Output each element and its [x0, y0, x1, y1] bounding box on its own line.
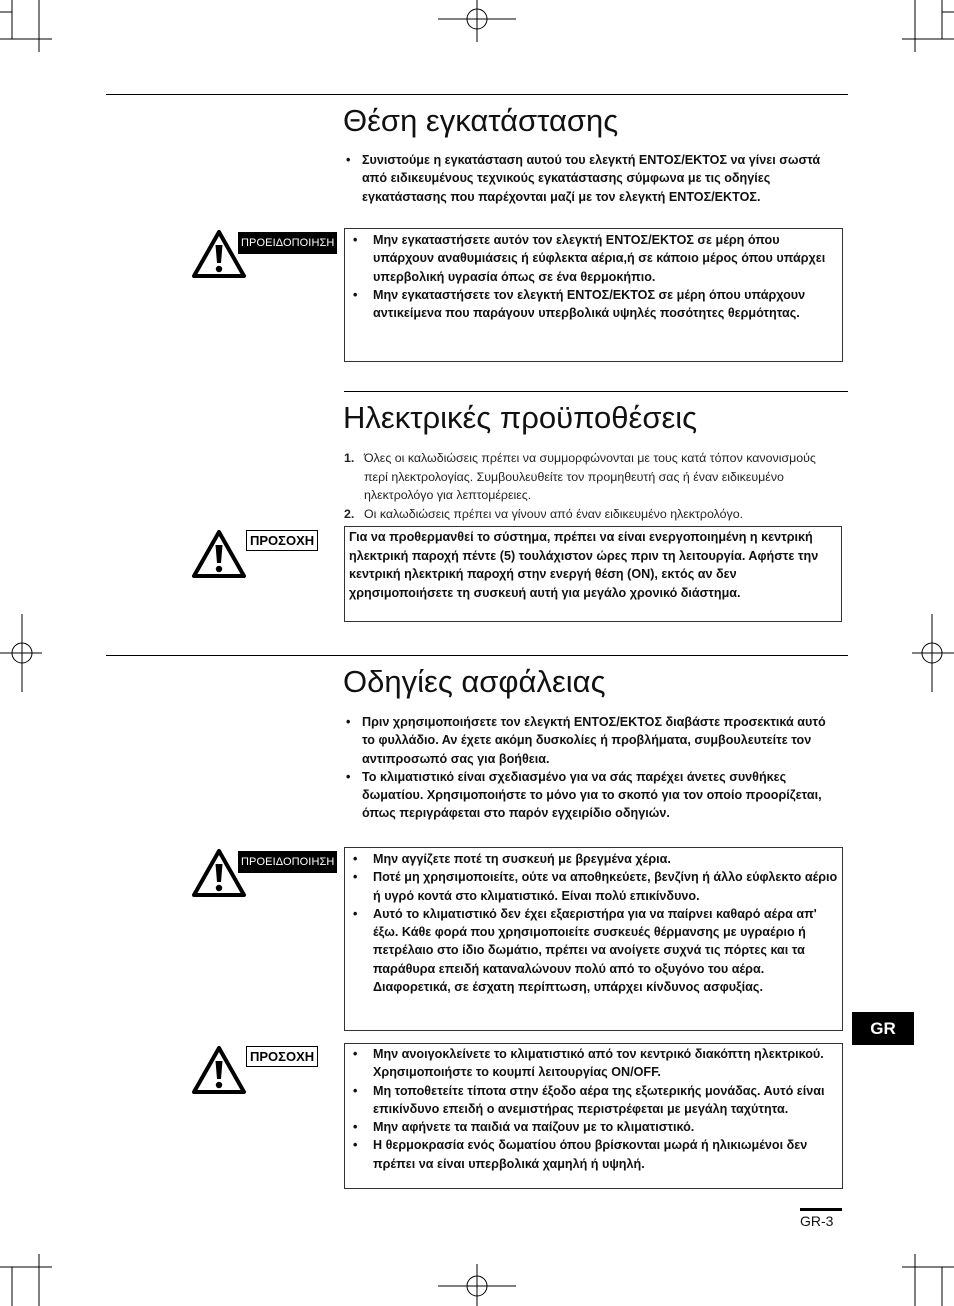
warning-label: ΠΡΟΕΙΔΟΠΟΙΗΣΗ	[238, 232, 337, 254]
section-divider	[106, 94, 848, 95]
list-item: • Πριν χρησιμοποιήσετε τον ελεγκτή ΕΝΤΟΣ/ΕΚΤΟΣ διαβάστε προσεκτικά αυτό το φυλλάδιο. Αν έχετε ακόμη δυσκολίες ή προβλήματα, συμβουλευτείτε τον αντιπροσωπό σας για βοήθεια.	[344, 713, 840, 768]
list-item: • Το κλιματιστικό είναι σχεδιασμένο για να σάς παρέχει άνετες συνθήκες δωματίου. Χρησιμοποιήστε το μόνο για το σκοπό για τον οποίο προορίζεται, όπως περιγράφεται στο παρόν εγχειρίδιο οδηγιών.	[344, 768, 840, 823]
list-item	[344, 449, 838, 505]
section-divider	[106, 655, 848, 656]
list-item: • Μην αγγίζετε ποτέ τη συσκευή με βρεγμένα χέρια.	[345, 850, 842, 868]
list-item: • Η θερμοκρασία ενός δωματίου όπου βρίσκονται μωρά ή ηλικιωμένοι δεν πρέπει να είναι υπερβολικά χαμηλή ή υψηλή.	[345, 1136, 842, 1173]
list-item: • Συνιστούμε η εγκατάσταση αυτού του ελεγκτή ΕΝΤΟΣ/ΕΚΤΟΣ να γίνει σωστά από ειδικευμένους τεχνικούς εγκατάστασης σύμφωνα με τις οδηγίες εγκατάστασης που παρέχονται μαζί με τον ελεγκτή ΕΝΤΟΣ/ΕΚΤΟΣ.	[344, 151, 840, 206]
list-item: • Μην εγκαταστήσετε αυτόν τον ελεγκτή ΕΝΤΟΣ/ΕΚΤΟΣ σε μέρη όπου υπάρχουν αναθυμιάσεις ή εύφλεκτα αέρια,ή σε κάποιο μέρος όπου υπάρχει υπερβολική υγρασία όπως σε ένα θερμοκήπιο.	[345, 231, 842, 286]
installation-bullets	[344, 151, 840, 206]
safety-bullets	[344, 713, 840, 823]
electrical-list	[344, 449, 838, 523]
caution-text: Για να προθερμανθεί το σύστημα, πρέπει να είναι ενεργοποιημένη η κεντρική ηλεκτρική παροχή πέντε (5) τουλάχιστον ώρες πριν τη λειτουργία. Αφήστε την κεντρική ηλεκτρική παροχή στην ενεργή θέση (ON), εκτός αν δεν χρησιμοποιήσετε τη συσκευή αυτή για μεγάλο χρονικό διάστημα.	[349, 530, 819, 600]
caution-box-electrical	[344, 526, 842, 622]
list-item: • Αυτό το κλιματιστικό δεν έχει εξαεριστήρα για να παίρνει καθαρό αέρα απ' έξω. Κάθε φορά που χρησιμοποιείτε συσκευές θέρμανσης με υγραέριο ή πετρέλαιο στο ίδιο δωμάτιο, πρέπει να ανοίγετε συχνά τις πόρτες και τα παράθυρα επειδή καταναλώνουν πολύ από το οξυγόνο του αέρα. Διαφορετικά, σε έσχατη περίπτωση, υπάρχει κίνδυνος ασφυξίας.	[345, 905, 842, 996]
list-item: • Ποτέ μη χρησιμοποιείτε, ούτε να αποθηκεύετε, βενζίνη ή άλλο εύφλεκτο αέριο ή υγρό κοντά στο κλιματιστικό. Είναι πολύ επικίνδυνο.	[345, 868, 842, 905]
list-item: • Μην εγκαταστήσετε τον ελεγκτή ΕΝΤΟΣ/ΕΚΤΟΣ σε μέρη όπου υπάρχουν αντικείμενα που παράγουν υπερβολικά υψηλές ποσότητες θερμότητας.	[345, 286, 842, 323]
caution-triangle-icon	[191, 529, 247, 579]
list-item: • Μην ανοιγοκλείνετε το κλιματιστικό από τον κεντρικό διακόπτη ηλεκτρικού. Χρησιμοποιήστε το κουμπί λειτουργίας ON/OFF.	[345, 1045, 842, 1082]
page-number-bar	[800, 1208, 842, 1211]
section-title-installation: Θέση εγκατάστασης	[343, 103, 619, 138]
caution-triangle-icon	[191, 1045, 247, 1095]
item-text: Όλες οι καλωδιώσεις πρέπει να συμμορφώνονται με τους κατά τόπον κανονισμούς περί ηλεκτρολογίας. Συμβουλευθείτε τον προμηθευτή σας ή έναν ειδικευμένο ηλεκτρολόγο για λεπτομέρειες.	[364, 451, 816, 502]
warning-box-installation	[344, 228, 843, 362]
language-tab: GR	[852, 1012, 914, 1045]
list-item: • Μην αφήνετε τα παιδιά να παίζουν με το κλιματιστικό.	[345, 1118, 842, 1136]
item-number: 1.	[344, 451, 355, 465]
section-title-safety: Οδηγίες ασφάλειας	[343, 664, 606, 699]
warning-box-safety	[344, 847, 843, 1031]
page-number: GR-3	[800, 1213, 834, 1229]
caution-label: ΠΡΟΣΟΧΗ	[246, 530, 318, 551]
item-number: 2.	[344, 506, 355, 521]
section-title-electrical: Ηλεκτρικές προϋποθέσεις	[343, 400, 698, 435]
list-item	[344, 505, 838, 524]
item-text: Οι καλωδιώσεις πρέπει να γίνουν από έναν ειδικευμένο ηλεκτρολόγο.	[364, 506, 744, 521]
caution-label: ΠΡΟΣΟΧΗ	[246, 1046, 318, 1067]
list-item: • Μη τοποθετείτε τίποτα στην έξοδο αέρα της εξωτερικής μονάδας. Αυτό είναι επικίνδυνο επειδή ο ανεμιστήρας περιστρέφεται με μεγάλη ταχύτητα.	[345, 1082, 842, 1119]
caution-box-safety	[344, 1043, 843, 1189]
warning-label: ΠΡΟΕΙΔΟΠΟΙΗΣΗ	[238, 851, 337, 873]
section-divider	[344, 391, 848, 392]
